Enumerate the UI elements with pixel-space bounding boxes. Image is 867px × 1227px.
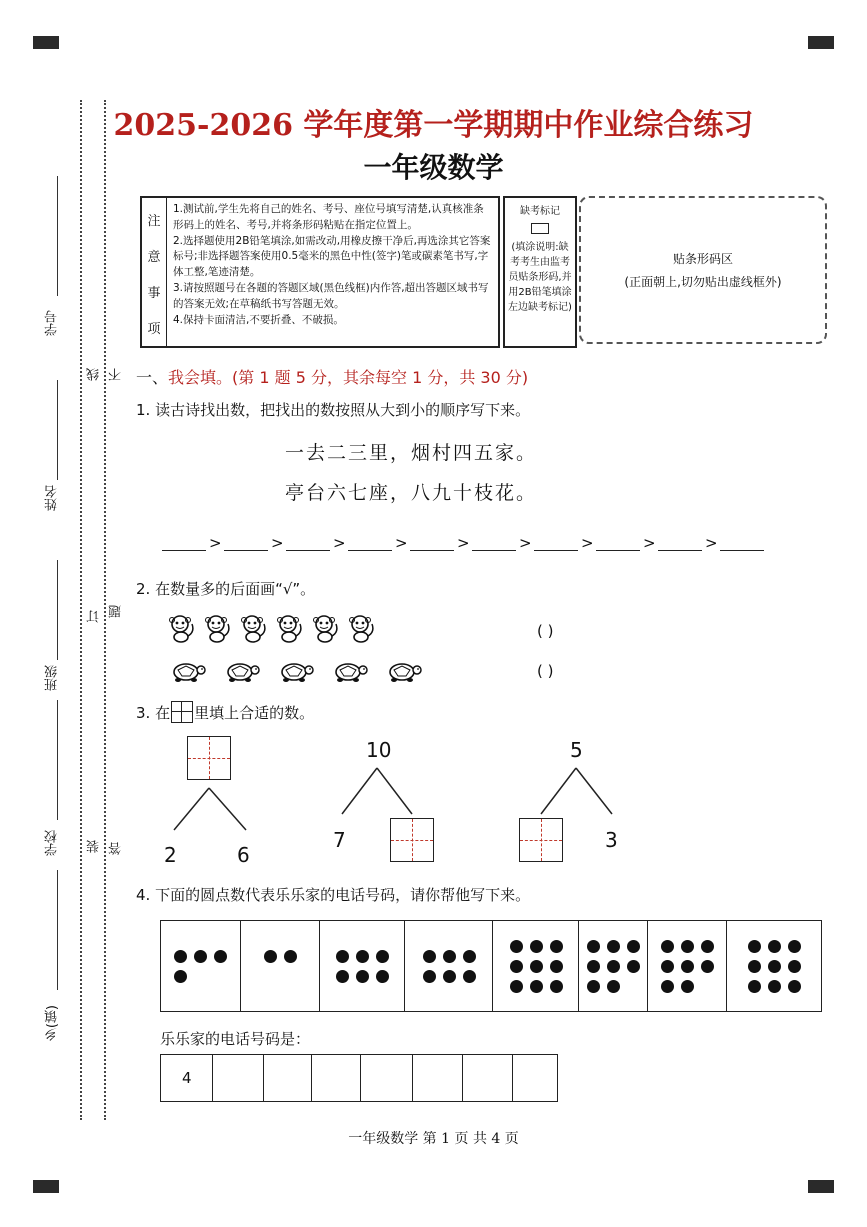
tree1-left-number: 2: [164, 843, 177, 867]
dot-cell: [579, 921, 648, 1011]
dot-cell: [241, 921, 320, 1011]
greater-than-sign: >: [209, 534, 222, 552]
greater-than-sign: >: [643, 534, 656, 552]
dot: [607, 960, 620, 973]
phone-label: 乐乐家的电话号码是：: [160, 1030, 311, 1048]
margin-label-town: 乡(镇): [45, 1005, 60, 1042]
dot: [174, 970, 187, 983]
greater-than-sign: >: [705, 534, 718, 552]
notice-line: 2.选择题使用2B铅笔填涂,如需改动,用橡皮擦干净后,再选涂其它答案标号;非选择题答案使用0.5毫米的黑色中性(签字)笔或碳素笔书写,字体工整,笔迹清楚。: [173, 234, 491, 279]
greater-than-sign: >: [333, 534, 346, 552]
binding-mark-ti: 题: [109, 605, 124, 618]
notice-label-char: 意: [147, 250, 161, 265]
phone-digit-cell[interactable]: [413, 1055, 463, 1101]
answer-box-tree2-right[interactable]: [390, 818, 434, 862]
dot: [376, 970, 389, 983]
tree2-top-number: 10: [366, 738, 392, 762]
dot: [550, 960, 563, 973]
dot: [530, 960, 543, 973]
dot: [284, 950, 297, 963]
dot-cell: [160, 921, 241, 1011]
notice-line: 4.保持卡面清洁,不要折叠、不破损。: [173, 313, 344, 326]
binding-mark-line: 线: [87, 368, 102, 381]
question-3-prefix: 3. 在: [136, 704, 171, 722]
phone-digit-cell[interactable]: [463, 1055, 513, 1101]
dot: [788, 940, 801, 953]
dot: [681, 980, 694, 993]
dot: [587, 960, 600, 973]
dot: [661, 940, 674, 953]
dot: [463, 970, 476, 983]
binding-mark-ding: 订: [87, 610, 102, 623]
question-3-suffix: 里填上合适的数。: [194, 704, 315, 722]
margin-label-class: 班级: [45, 665, 60, 691]
notice-label-char: 项: [147, 322, 161, 337]
greater-than-sign: >: [519, 534, 532, 552]
section-number: 一、: [136, 368, 169, 387]
binding-mark-zhuang: 装: [87, 840, 102, 853]
phone-digit-cell[interactable]: [213, 1055, 264, 1101]
dot: [788, 980, 801, 993]
dot: [214, 950, 227, 963]
dot: [768, 980, 781, 993]
dot: [194, 950, 207, 963]
page-footer: 一年级数学 第 1 页 共 4 页: [348, 1131, 519, 1147]
absent-title: 缺考标记: [520, 206, 560, 217]
tree2-left-number: 7: [333, 828, 346, 852]
dot-cell: [405, 921, 493, 1011]
dot: [510, 960, 523, 973]
dot-cell: [648, 921, 727, 1011]
dot: [356, 950, 369, 963]
tree3-top-number: 5: [570, 738, 583, 762]
dot: [336, 950, 349, 963]
dot: [701, 940, 714, 953]
dot: [661, 960, 674, 973]
section-score: (第 1 题 5 分，其余每空 1 分，共 30 分): [232, 368, 529, 387]
phone-digit-cell[interactable]: [361, 1055, 413, 1101]
dot: [681, 940, 694, 953]
page-title: 2025-2026 学年度第一学期期中作业综合练习: [113, 108, 754, 143]
greater-than-sign: >: [581, 534, 594, 552]
dot: [510, 940, 523, 953]
dot: [356, 970, 369, 983]
poem-line-1: 一去二三里，烟村四五家。: [285, 442, 538, 464]
greater-than-sign: >: [395, 534, 408, 552]
dot: [788, 960, 801, 973]
dot: [627, 960, 640, 973]
tree3-right-number: 3: [605, 828, 618, 852]
question-2-text: 2. 在数量多的后面画“√”。: [136, 580, 316, 598]
dot: [530, 980, 543, 993]
question-1-text: 1. 读古诗找出数，把找出的数按照从大到小的顺序写下来。: [136, 401, 531, 419]
dot: [443, 950, 456, 963]
tree1-right-number: 6: [237, 843, 250, 867]
question-4-text: 4. 下面的圆点数代表乐乐家的电话号码，请你帮他写下来。: [136, 886, 531, 904]
dot: [768, 940, 781, 953]
dot: [587, 940, 600, 953]
dot: [530, 940, 543, 953]
dot: [463, 950, 476, 963]
barcode-title: 贴条形码区: [672, 252, 733, 266]
poem-line-2: 亭台六七座，八九十枝花。: [285, 482, 538, 504]
dot: [550, 940, 563, 953]
dot: [174, 950, 187, 963]
dot: [587, 980, 600, 993]
phone-digit-cell[interactable]: [312, 1055, 361, 1101]
binding-mark-da: 答: [109, 842, 124, 855]
dot: [661, 980, 674, 993]
barcode-note: (正面朝上,切勿贴出虚线框外): [624, 275, 782, 289]
notice-label-char: 注: [147, 214, 161, 229]
dot: [550, 980, 563, 993]
margin-label-name: 姓名: [45, 485, 60, 511]
dot: [627, 940, 640, 953]
answer-paren-monkeys[interactable]: ( ): [537, 622, 554, 640]
dot: [748, 940, 761, 953]
dot-cell: [493, 921, 579, 1011]
dot-cell: [320, 921, 405, 1011]
dot: [336, 970, 349, 983]
page-subtitle: 一年级数学: [363, 151, 504, 184]
notice-line: 3.请按照题号在各题的答题区域(黑色线框)内作答,超出答题区域书写的答案无效;在草稿纸书写答题无效。: [173, 281, 489, 310]
dot: [748, 960, 761, 973]
margin-label-student-id: 学号: [45, 310, 60, 336]
dot: [607, 940, 620, 953]
notice-label-char: 事: [147, 286, 161, 301]
dot: [376, 950, 389, 963]
binding-mark-bu: 不: [109, 368, 124, 381]
margin-label-school: 学校: [45, 830, 60, 856]
dot: [423, 970, 436, 983]
answer-paren-turtles[interactable]: ( ): [537, 662, 554, 680]
dot: [748, 980, 761, 993]
phone-digit-cell[interactable]: [513, 1055, 558, 1101]
dot-cell: [727, 921, 822, 1011]
answer-box-tree3-left[interactable]: [519, 818, 563, 862]
dot: [607, 980, 620, 993]
dot: [443, 970, 456, 983]
notice-line: 1.测试前,学生先将自己的姓名、考号、座位号填写清楚,认真核准条形码上的姓名、考号,并将条形码粘贴在指定位置上。: [173, 203, 484, 231]
dot: [423, 950, 436, 963]
dot: [681, 960, 694, 973]
dot: [264, 950, 277, 963]
absent-note: (填涂说明:缺考考生由监考员贴条形码,并用2B铅笔填涂左边缺考标记): [508, 242, 572, 313]
greater-than-sign: >: [457, 534, 470, 552]
dot: [701, 960, 714, 973]
greater-than-sign: >: [271, 534, 284, 552]
dot: [510, 980, 523, 993]
phone-digit-cell: 4: [160, 1055, 213, 1101]
dot: [768, 960, 781, 973]
phone-digit-cell[interactable]: [264, 1055, 312, 1101]
answer-box-tree1-top[interactable]: [187, 736, 231, 780]
section-name: 我会填。: [168, 368, 233, 387]
